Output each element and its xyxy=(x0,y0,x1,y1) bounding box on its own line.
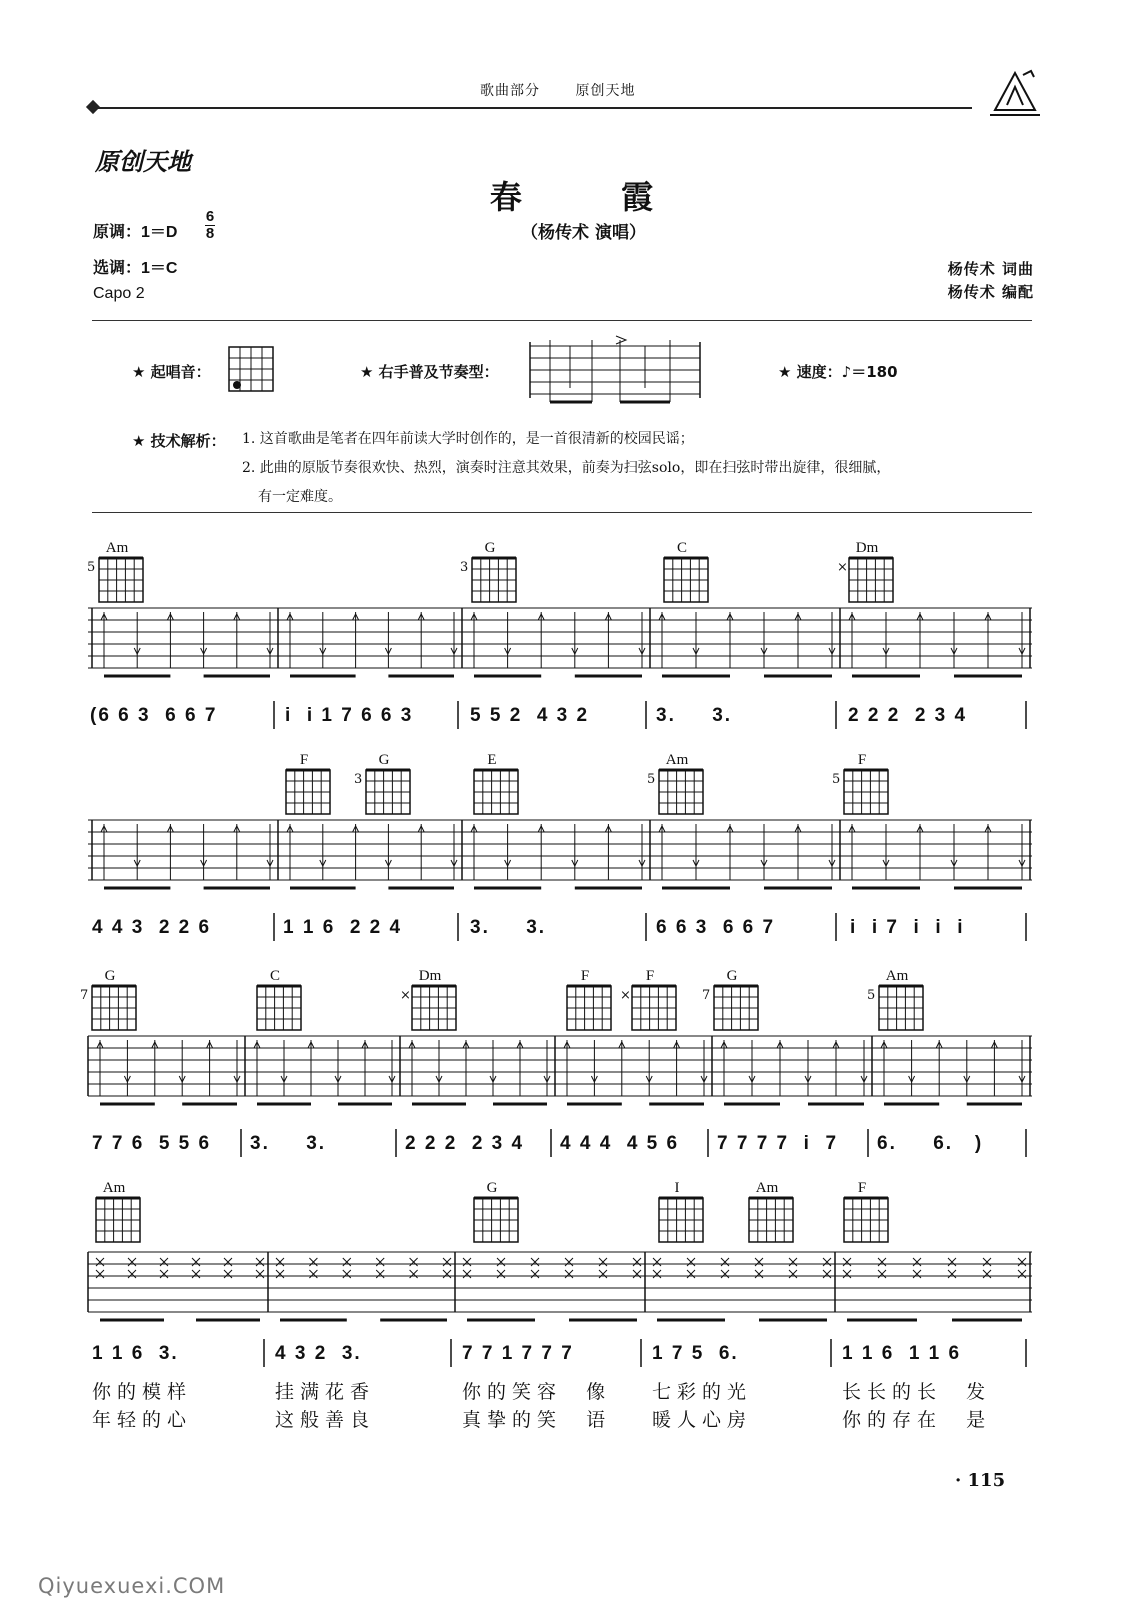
chord-diagram xyxy=(714,986,762,1036)
numbered-notation-measure: i i 7 i i i xyxy=(850,917,965,938)
chord-fret-marker: × xyxy=(620,988,631,1003)
chord-diagram xyxy=(664,558,712,608)
numbered-notation-measure: 5 5 2 4 3 2 xyxy=(470,705,590,726)
lyric-line: 你的模样 xyxy=(92,1381,193,1403)
tech-label: ★ 技术解析： xyxy=(132,432,226,450)
numbered-notation-measure: 4 4 4 4 5 6 xyxy=(560,1133,680,1154)
original-key: 原调：1＝D xyxy=(93,224,178,241)
lyric-line: 暖人心房 xyxy=(652,1409,753,1431)
time-signature-bottom: 8 xyxy=(205,225,215,242)
chord-diagram xyxy=(92,986,140,1036)
chord-diagram xyxy=(99,558,147,608)
chord-name: F xyxy=(580,968,590,984)
chord-diagram xyxy=(659,770,707,820)
chord-diagram xyxy=(567,986,615,1036)
chord-fret-marker: × xyxy=(400,988,411,1003)
numbered-notation-measure: 7 7 6 5 5 6 xyxy=(92,1133,212,1154)
chosen-key: 选调：1＝C xyxy=(93,260,178,277)
chord-name: G xyxy=(104,968,116,984)
chord-diagram xyxy=(412,986,460,1036)
divider-bottom xyxy=(92,512,1032,513)
chord-name: I xyxy=(674,1180,680,1196)
chord-name: F xyxy=(645,968,655,984)
notation-barlines xyxy=(88,913,1038,943)
tech-note-2: 2. 此曲的原版节奏很欢快、热烈，演奏时注意其效果，前奏为扫弦solo，即在扫弦时带出旋律，很细腻， xyxy=(242,460,891,476)
chord-diagram xyxy=(659,1198,707,1248)
chord-name: C xyxy=(269,968,280,984)
start-note-diagram xyxy=(228,346,274,392)
lyric-line: 这般善良 xyxy=(275,1409,376,1431)
credit-lyrics-music: 杨传术 词曲 xyxy=(947,260,1034,278)
chord-fret-marker: 5 xyxy=(832,772,841,787)
chord-diagram xyxy=(749,1198,797,1248)
page-number: · 115 xyxy=(955,1470,1006,1491)
tech-note-3: 有一定难度。 xyxy=(258,489,342,505)
chord-diagram xyxy=(849,558,897,608)
numbered-notation-measure: 1 1 6 2 2 4 xyxy=(283,917,403,938)
numbered-notation-measure: 7 7 1 7 7 7 xyxy=(462,1343,574,1364)
numbered-notation-measure: i i 1 7 6 6 3 xyxy=(285,705,414,726)
chord-diagram xyxy=(632,986,680,1036)
capo: Capo 2 xyxy=(93,285,145,302)
time-signature xyxy=(205,210,215,241)
section-title: 原创天地 xyxy=(95,147,191,176)
watermark: Qiyuexuexi.COM xyxy=(38,1574,226,1598)
lyric-line: 长长的长 发 xyxy=(842,1381,992,1403)
lyric-line: 挂满花香 xyxy=(275,1381,376,1403)
chord-diagram xyxy=(257,986,305,1036)
numbered-notation-measure: 6. 6. ) xyxy=(877,1133,984,1154)
chord-diagram xyxy=(844,1198,892,1248)
header-section: 原创天地 xyxy=(575,83,636,99)
numbered-notation-measure: 3. 3. xyxy=(250,1133,327,1154)
chord-fret-marker: × xyxy=(837,560,848,575)
rhythm-pattern-diagram xyxy=(530,332,700,406)
numbered-notation-measure: 6 6 3 6 6 7 xyxy=(656,917,776,938)
tech-note-1: 1. 这首歌曲是笔者在四年前读大学时创作的，是一首很清新的校园民谣； xyxy=(242,431,694,447)
numbered-notation-measure: (6 6 3 6 6 7 xyxy=(90,705,218,726)
chord-diagram xyxy=(366,770,414,820)
tab-staff xyxy=(88,608,1038,678)
chord-fret-marker: 5 xyxy=(867,988,876,1003)
tab-staff xyxy=(88,1252,1038,1322)
chord-name: C xyxy=(676,540,687,556)
tempo: ★ 速度：♪＝180 xyxy=(778,363,898,381)
start-note-label: ★ 起唱音： xyxy=(132,363,211,381)
chord-diagram xyxy=(474,1198,522,1248)
numbered-notation-measure: 4 3 2 3. xyxy=(275,1343,362,1364)
header-part: 歌曲部分 xyxy=(480,83,540,99)
chord-name: F xyxy=(857,1180,867,1196)
chord-name: G xyxy=(726,968,738,984)
numbered-notation-measure: 4 4 3 2 2 6 xyxy=(92,917,212,938)
numbered-notation-measure: 1 1 6 1 1 6 xyxy=(842,1343,962,1364)
notation-barlines xyxy=(88,1129,1038,1159)
chord-fret-marker: 7 xyxy=(702,988,711,1003)
chord-diagram xyxy=(844,770,892,820)
chord-name: Am xyxy=(665,752,689,768)
chord-name: Am xyxy=(885,968,909,984)
notation-barlines xyxy=(88,701,1038,731)
numbered-notation-measure: 1 7 5 6. xyxy=(652,1343,739,1364)
tab-staff xyxy=(88,820,1038,890)
lyric-line: 七彩的光 xyxy=(652,1381,753,1403)
chord-name: Dm xyxy=(855,540,879,556)
chord-diagram xyxy=(879,986,927,1036)
numbered-notation-measure: 3. 3. xyxy=(656,705,733,726)
numbered-notation-measure: 7 7 7 7 i 7 xyxy=(717,1133,839,1154)
chord-diagram xyxy=(96,1198,144,1248)
chord-fret-marker: 5 xyxy=(87,560,96,575)
chord-fret-marker: 7 xyxy=(80,988,89,1003)
time-signature-top: 6 xyxy=(205,208,215,225)
song-title: 春 霞 xyxy=(489,178,698,216)
chord-diagram xyxy=(472,558,520,608)
numbered-notation-measure: 2 2 2 2 3 4 xyxy=(848,705,968,726)
chord-fret-marker: 5 xyxy=(647,772,656,787)
lyric-line: 年轻的心 xyxy=(92,1409,193,1431)
lyric-line: 真挚的笑 语 xyxy=(462,1409,612,1431)
chord-fret-marker: 3 xyxy=(354,772,363,787)
chord-fret-marker: 3 xyxy=(460,560,469,575)
chord-name: F xyxy=(299,752,309,768)
chord-name: G xyxy=(484,540,496,556)
lyric-line: 你的笑容 像 xyxy=(462,1381,612,1403)
chord-name: Am xyxy=(755,1180,779,1196)
chord-name: Am xyxy=(105,540,129,556)
running-header xyxy=(480,80,665,100)
lyric-line: 你的存在 是 xyxy=(842,1409,992,1431)
credit-arrangement: 杨传术 编配 xyxy=(947,283,1034,301)
chord-name: Am xyxy=(102,1180,126,1196)
numbered-notation-measure: 3. 3. xyxy=(470,917,547,938)
notation-barlines xyxy=(88,1339,1038,1369)
rhythm-label: ★ 右手普及节奏型： xyxy=(360,363,499,381)
chord-name: E xyxy=(487,752,497,768)
chord-diagram xyxy=(286,770,334,820)
header-rule xyxy=(92,107,972,109)
chord-name: G xyxy=(378,752,390,768)
chord-name: Dm xyxy=(418,968,442,984)
song-subtitle: （杨传术 演唱） xyxy=(521,223,646,243)
divider-top xyxy=(92,320,1032,321)
chord-name: G xyxy=(486,1180,498,1196)
chord-name: F xyxy=(857,752,867,768)
numbered-notation-measure: 1 1 6 3. xyxy=(92,1343,179,1364)
chord-diagram xyxy=(474,770,522,820)
tab-staff xyxy=(88,1036,1038,1106)
numbered-notation-measure: 2 2 2 2 3 4 xyxy=(405,1133,525,1154)
guitarist-logo-icon xyxy=(985,65,1045,121)
